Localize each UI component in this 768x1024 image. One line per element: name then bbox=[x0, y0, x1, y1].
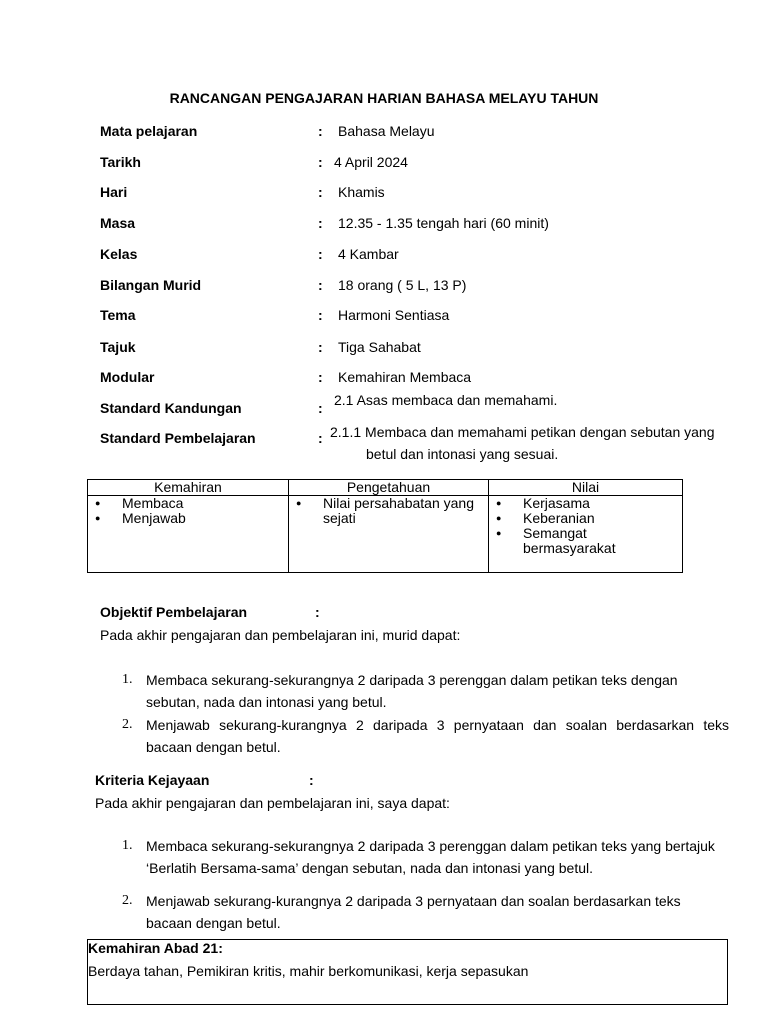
abad21-box bbox=[87, 939, 728, 1005]
value-hari: Khamis bbox=[338, 184, 385, 200]
value-bilangan-murid: 18 orang ( 5 L, 13 P) bbox=[338, 277, 467, 293]
value-kelas: 4 Kambar bbox=[338, 246, 399, 262]
kriteria-heading: Kriteria Kejayaan bbox=[95, 772, 210, 788]
list-item bbox=[122, 835, 729, 879]
value-masa: 12.35 - 1.35 tengah hari (60 minit) bbox=[338, 215, 549, 231]
value-modular: Kemahiran Membaca bbox=[338, 369, 472, 385]
list-item bbox=[122, 890, 729, 934]
colon: : bbox=[318, 430, 323, 446]
colon: : bbox=[318, 123, 323, 139]
label-tarikh: Tarikh bbox=[100, 154, 141, 170]
list-item bbox=[122, 669, 729, 713]
colon: : bbox=[318, 369, 323, 385]
colon: : bbox=[318, 154, 323, 170]
objektif-heading: Objektif Pembelajaran bbox=[100, 604, 248, 620]
kriteria-list bbox=[122, 835, 729, 934]
objektif-list bbox=[122, 669, 729, 758]
header-kemahiran: Kemahiran bbox=[88, 480, 289, 496]
list-number: 2. bbox=[122, 893, 133, 908]
list-item: ● Nilai persahabatan yang sejati bbox=[289, 496, 488, 526]
colon: : bbox=[309, 772, 314, 788]
list-item: ● Membaca bbox=[88, 496, 288, 511]
colon: : bbox=[318, 339, 323, 355]
colon: : bbox=[318, 246, 323, 262]
list-number: 1. bbox=[122, 838, 133, 853]
label-tajuk: Tajuk bbox=[100, 339, 136, 355]
value-tajuk: Tiga Sahabat bbox=[338, 339, 421, 355]
list-item bbox=[122, 714, 729, 758]
label-standard-kandungan: Standard Kandungan bbox=[100, 400, 242, 416]
list-text: Menjawab sekurang-kurangnya 2 daripada 3 pernyataan dan soalan berdasarkan teks bacaan dengan betul. bbox=[146, 893, 681, 931]
colon: : bbox=[318, 307, 323, 323]
header-nilai: Nilai bbox=[489, 480, 683, 496]
label-masa: Masa bbox=[100, 215, 136, 231]
value-standard-kandungan: 2.1 Asas membaca dan memahami. bbox=[334, 392, 558, 408]
list-item: ● Semangat bermasyarakat bbox=[489, 526, 682, 556]
objektif-intro: Pada akhir pengajaran dan pembelajaran ini, murid dapat: bbox=[100, 627, 461, 643]
colon: : bbox=[318, 215, 323, 231]
value-standard-pembelajaran-line2: betul dan intonasi yang sesuai. bbox=[366, 446, 559, 462]
list-text: Membaca sekurang-sekurangnya 2 daripada 3 perenggan dalam petikan teks dengan sebutan, nada dan intonasi yang betul. bbox=[146, 672, 678, 710]
document-title: RANCANGAN PENGAJARAN HARIAN BAHASA MELAYU TAHUN bbox=[169, 90, 599, 106]
label-tema: Tema bbox=[100, 307, 136, 323]
label-modular: Modular bbox=[100, 369, 155, 385]
kriteria-intro: Pada akhir pengajaran dan pembelajaran ini, saya dapat: bbox=[95, 795, 450, 811]
list-item: ● Kerjasama bbox=[489, 496, 682, 511]
value-tarikh: 4 April 2024 bbox=[334, 154, 408, 170]
value-tema: Harmoni Sentiasa bbox=[338, 307, 450, 323]
skills-table bbox=[87, 479, 683, 573]
value-standard-pembelajaran: 2.1.1 Membaca dan memahami petikan dengan sebutan yang bbox=[330, 424, 715, 440]
value-mata-pelajaran: Bahasa Melayu bbox=[338, 123, 435, 139]
cell-nilai bbox=[489, 496, 683, 573]
abad21-text: Berdaya tahan, Pemikiran kritis, mahir berkomunikasi, kerja sepasukan bbox=[88, 963, 529, 979]
colon: : bbox=[318, 400, 323, 416]
label-bilangan-murid: Bilangan Murid bbox=[100, 277, 202, 293]
label-mata-pelajaran: Mata pelajaran bbox=[100, 123, 198, 139]
list-text: Menjawab sekurang-kurangnya 2 daripada 3 pernyataan dan soalan berdasarkan teks bacaan dengan betul. bbox=[146, 717, 729, 755]
label-kelas: Kelas bbox=[100, 246, 138, 262]
label-hari: Hari bbox=[100, 184, 128, 200]
label-standard-pembelajaran: Standard Pembelajaran bbox=[100, 430, 256, 446]
cell-kemahiran bbox=[88, 496, 289, 573]
list-item: ● Menjawab bbox=[88, 511, 288, 526]
header-pengetahuan: Pengetahuan bbox=[289, 480, 489, 496]
colon: : bbox=[318, 277, 323, 293]
cell-pengetahuan bbox=[289, 496, 489, 573]
abad21-heading: Kemahiran Abad 21: bbox=[88, 940, 223, 956]
colon: : bbox=[315, 604, 320, 620]
colon: : bbox=[318, 184, 323, 200]
list-item: ● Keberanian bbox=[489, 511, 682, 526]
list-text: Membaca sekurang-sekurangnya 2 daripada 3 perenggan dalam petikan teks yang bertajuk ‘Berlatih Bersama-sama’ dengan sebutan, nada dan intonasi yang betul. bbox=[146, 838, 715, 876]
list-number: 2. bbox=[122, 717, 133, 732]
list-number: 1. bbox=[122, 672, 133, 687]
